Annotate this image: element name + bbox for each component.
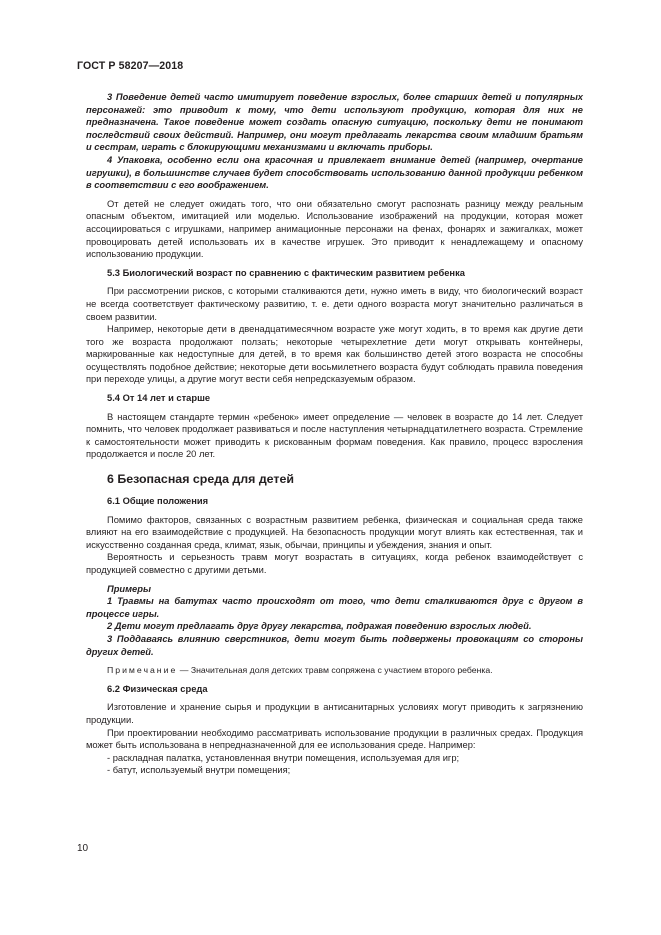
paragraph: В настоящем стандарте термин «ребенок» имеет определение — человек в возрасте до 14 лет. Следует помнить, что человек продолжает развиваться и после наступления четырнадцатилетнего возраста. Стремление к самостоятельности может приводить к рискованным формам поведения. Как правило, процесс взросления продолжается и после 20 лет.	[86, 411, 583, 460]
paragraph: От детей не следует ожидать того, что они обязательно смогут распознать разницу между реальным опасным объектом, имитацией или моделью. Использование изображений на продукции, которая может ассоциироваться с игрушками, например анимационные персонажи на фенах, фонарях и зажигалках, может провоцировать детей использовать их в качестве игрушек. Это приводит к ненадлежащему и опасному использованию продукции.	[86, 198, 583, 260]
section-heading-6-1: 6.1 Общие положения	[107, 496, 209, 507]
note-text: — Значительная доля детских травм сопряжена с участием второго ребенка.	[179, 665, 493, 676]
note-label: Примечание	[107, 665, 178, 676]
paragraph: Изготовление и хранение сырья и продукции в антисанитарных условиях могут приводить к загрязнению продукции.	[86, 702, 583, 725]
paragraph: Вероятность и серьезность травм могут возрастать в ситуациях, когда ребенок взаимодействует с продукцией совместно с другими детьми.	[86, 552, 583, 575]
page-content	[86, 91, 583, 777]
document-header: ГОСТ Р 58207—2018	[77, 60, 184, 72]
paragraph: При проектировании необходимо рассматривать использование продукции в различных средах. Продукция может быть использована в непредназначенной для ее использования среде. Например:	[86, 727, 583, 751]
example-item: 4 Упаковка, особенно если она красочная и привлекает внимание детей (например, очертание игрушки), в большинстве случаев будет способствовать использованию данной продукции ребенком в соответствии с его воображением.	[86, 154, 583, 191]
example-item: 3 Поддаваясь влиянию сверстников, дети могут быть подвержены провокациям со стороны других детей.	[86, 633, 583, 657]
section-heading-6-2: 6.2 Физическая среда	[107, 683, 208, 694]
section-heading-6: 6 Безопасная среда для детей	[107, 472, 294, 487]
section-heading-5-3: 5.3 Биологический возраст по сравнению с фактическим развитием ребенка	[107, 267, 465, 278]
paragraph: При рассмотрении рисков, с которыми сталкиваются дети, нужно иметь в виду, что биологический возраст не всегда соответствует фактическому развитию, т. е. дети одного возраста могут значительно различаться в своем развитии.	[86, 286, 583, 322]
example-item: 3 Поведение детей часто имитирует поведение взрослых, более старших детей и популярных персонажей: это приводит к тому, что дети используют продукцию, которая для них не предназначена. Такое поведение может создать опасную ситуацию, поскольку дети не понимают последствий своих действий. Например, они могут предлагать лекарства своим младшим братьям и сестрам, играть с блокирующими механизмами и включать приборы.	[86, 92, 583, 153]
example-item: 2 Дети могут предлагать друг другу лекарства, подражая поведению взрослых людей.	[107, 621, 532, 632]
examples-label: Примеры	[107, 583, 151, 594]
paragraph: Помимо факторов, связанных с возрастным развитием ребенка, физическая и социальная среда также влияют на его взаимодействие с продукцией. На безопасность продукции могут влиять как естественная, так и искусственно созданная среда, климат, язык, обычаи, принципы и убеждения, знания и опыт.	[86, 514, 583, 550]
section-heading-5-4: 5.4 От 14 лет и старше	[107, 393, 211, 404]
list-item: - батут, используемый внутри помещения;	[86, 764, 583, 777]
example-item: 1 Травмы на батутах часто происходят от того, что дети сталкиваются друг с другом в процессе игры.	[86, 596, 583, 619]
list-item: - раскладная палатка, установленная внутри помещения, используемая для игр;	[86, 752, 583, 765]
note	[86, 664, 583, 677]
paragraph: Например, некоторые дети в двенадцатимесячном возрасте уже могут ходить, в то время как другие дети того же возраста продолжают ползать; некоторые четырехлетние дети могут открывать контейнеры, маркированные как недоступные для детей, в то время как большинство детей этого возраста не способны осуществлять подобное действие; некоторые дети восьмилетнего возраста будут соблюдать правила поведения при переходе улицы, а другие могут вести себя непредсказуемым образом.	[86, 324, 583, 385]
page-number: 10	[77, 843, 89, 854]
